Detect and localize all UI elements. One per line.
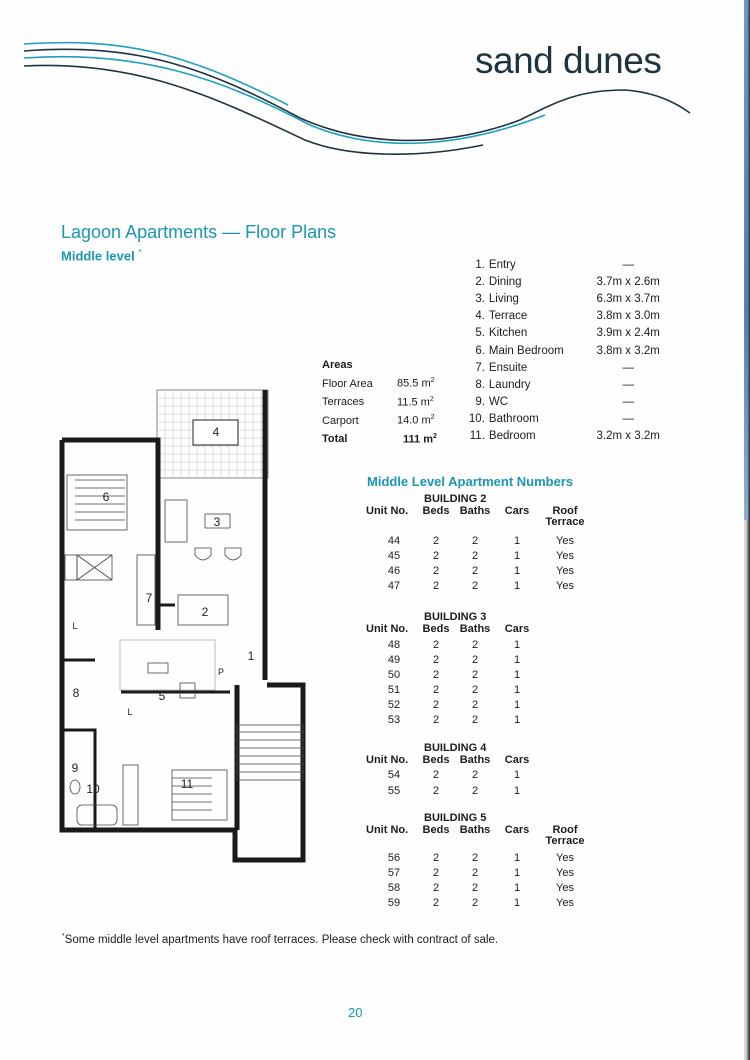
room-name: Ensuite bbox=[488, 361, 528, 374]
baths: 2 bbox=[471, 684, 479, 697]
beds: 2 bbox=[432, 564, 440, 577]
building-table bbox=[366, 742, 596, 798]
unit-number: 50 bbox=[387, 669, 401, 682]
col-unit: Unit No. bbox=[366, 753, 409, 766]
baths: 2 bbox=[471, 638, 479, 651]
building-name: BUILDING 2 bbox=[424, 493, 487, 505]
roof-terrace: Yes bbox=[556, 534, 574, 547]
roof-terrace: Yes bbox=[556, 851, 574, 864]
table-row bbox=[366, 652, 596, 667]
area-value bbox=[397, 377, 457, 390]
plan-label-l2: L bbox=[127, 707, 133, 717]
table-row bbox=[366, 637, 596, 652]
beds: 2 bbox=[432, 866, 440, 879]
room-dimensions: — bbox=[622, 378, 634, 391]
area-label: Carport bbox=[322, 414, 359, 427]
area-label: Terraces bbox=[322, 396, 365, 409]
baths: 2 bbox=[471, 866, 479, 879]
plan-label-11: 11 bbox=[180, 777, 194, 791]
room-row bbox=[466, 342, 666, 359]
table-row bbox=[366, 768, 596, 783]
baths: 2 bbox=[471, 699, 479, 712]
col-cars: Cars bbox=[504, 824, 530, 837]
baths: 2 bbox=[471, 669, 479, 682]
col-unit: Unit No. bbox=[366, 824, 409, 837]
col-cars: Cars bbox=[504, 623, 530, 636]
room-legend bbox=[466, 256, 666, 445]
beds: 2 bbox=[432, 769, 440, 782]
beds: 2 bbox=[432, 851, 440, 864]
col-terrace: Terrace bbox=[545, 835, 585, 848]
table-row bbox=[366, 548, 596, 563]
cars: 1 bbox=[513, 579, 521, 592]
building-table bbox=[366, 493, 596, 593]
plan-label-3: 3 bbox=[213, 515, 221, 529]
room-row bbox=[466, 308, 666, 325]
baths: 2 bbox=[471, 881, 479, 894]
room-number: 7. bbox=[475, 361, 485, 374]
unit-number: 49 bbox=[387, 654, 401, 667]
beds: 2 bbox=[432, 638, 440, 651]
room-name: Dining bbox=[488, 275, 522, 288]
room-name: WC bbox=[488, 396, 509, 409]
room-number: 1. bbox=[475, 258, 485, 271]
col-baths: Baths bbox=[459, 623, 491, 636]
unit-number: 46 bbox=[387, 564, 401, 577]
room-row bbox=[466, 256, 666, 273]
page-number: 20 bbox=[348, 1005, 363, 1020]
room-row bbox=[466, 325, 666, 342]
room-row bbox=[466, 428, 666, 445]
baths: 2 bbox=[471, 534, 479, 547]
room-number: 10. bbox=[468, 413, 485, 426]
room-row bbox=[466, 359, 666, 376]
table-row bbox=[366, 850, 596, 865]
col-roof-terrace bbox=[534, 506, 596, 528]
unit-number: 54 bbox=[387, 769, 401, 782]
area-unit-sup: 2 bbox=[430, 377, 435, 385]
col-unit: Unit No. bbox=[366, 505, 409, 517]
plan-label-2: 2 bbox=[201, 605, 209, 619]
room-name: Bathroom bbox=[488, 413, 539, 426]
col-terrace: Terrace bbox=[545, 516, 585, 528]
plan-label-10: 10 bbox=[86, 782, 100, 796]
baths: 2 bbox=[471, 579, 479, 592]
floor-plan-diagram bbox=[55, 380, 315, 865]
room-number: 11. bbox=[469, 430, 485, 443]
baths: 2 bbox=[471, 769, 479, 782]
beds: 2 bbox=[432, 699, 440, 712]
cars: 1 bbox=[513, 881, 521, 894]
col-baths: Baths bbox=[459, 753, 491, 766]
beds: 2 bbox=[432, 896, 440, 909]
table-header bbox=[366, 506, 596, 528]
room-name: Living bbox=[488, 292, 519, 305]
room-row bbox=[466, 394, 666, 411]
room-row bbox=[466, 290, 666, 307]
table-row bbox=[366, 783, 596, 798]
footnote-marker: * bbox=[62, 933, 65, 940]
apartment-numbers-section bbox=[366, 474, 596, 911]
table-row bbox=[366, 713, 596, 728]
room-number: 2. bbox=[475, 275, 485, 288]
area-number: 11.5 m bbox=[397, 396, 430, 409]
col-beds: Beds bbox=[422, 753, 450, 766]
cars: 1 bbox=[513, 769, 521, 782]
area-label: Floor Area bbox=[322, 377, 373, 390]
room-dimensions: 3.9m x 2.4m bbox=[596, 327, 660, 340]
room-dimensions: 3.8m x 3.2m bbox=[596, 344, 660, 357]
room-dimensions: 3.8m x 3.0m bbox=[596, 310, 660, 323]
plan-label-8: 8 bbox=[72, 686, 80, 700]
area-number: 14.0 m bbox=[397, 415, 431, 428]
col-baths: Baths bbox=[459, 505, 491, 517]
roof-terrace: Yes bbox=[556, 549, 574, 562]
col-beds: Beds bbox=[422, 505, 450, 517]
room-number: 4. bbox=[475, 310, 485, 323]
table-row bbox=[366, 578, 596, 593]
unit-number: 48 bbox=[387, 638, 401, 651]
unit-number: 45 bbox=[387, 549, 401, 562]
wave-logo-graphic bbox=[0, 0, 700, 170]
area-unit-sup: 2 bbox=[432, 432, 437, 440]
room-row bbox=[466, 411, 666, 428]
area-row bbox=[322, 393, 463, 412]
room-number: 8. bbox=[475, 378, 485, 391]
area-unit-sup: 2 bbox=[429, 395, 434, 403]
building-table bbox=[366, 611, 596, 728]
area-row-total bbox=[322, 430, 463, 449]
building-name: BUILDING 4 bbox=[424, 741, 487, 754]
baths: 2 bbox=[471, 549, 479, 562]
table-row bbox=[366, 880, 596, 895]
table-row bbox=[366, 668, 596, 683]
beds: 2 bbox=[432, 684, 440, 697]
table-row bbox=[366, 698, 596, 713]
baths: 2 bbox=[471, 564, 479, 577]
col-roof-terrace bbox=[534, 825, 596, 847]
unit-number: 58 bbox=[387, 881, 401, 894]
cars: 1 bbox=[513, 784, 521, 797]
col-cars: Cars bbox=[504, 753, 530, 766]
unit-number: 53 bbox=[387, 714, 401, 727]
col-beds: Beds bbox=[422, 623, 450, 636]
beds: 2 bbox=[432, 549, 440, 562]
table-header bbox=[366, 755, 596, 766]
plan-label-6: 6 bbox=[102, 490, 110, 504]
footnote-text: Some middle level apartments have roof terraces. Please check with contract of sale. bbox=[64, 933, 499, 946]
room-dimensions: 3.7m x 2.6m bbox=[596, 275, 660, 288]
cars: 1 bbox=[513, 684, 521, 697]
unit-number: 59 bbox=[387, 896, 401, 909]
cars: 1 bbox=[513, 866, 521, 879]
beds: 2 bbox=[432, 714, 440, 727]
cars: 1 bbox=[513, 534, 521, 547]
cars: 1 bbox=[513, 564, 521, 577]
roof-terrace: Yes bbox=[556, 866, 574, 879]
room-dimensions: — bbox=[622, 258, 634, 271]
building-table bbox=[366, 812, 596, 910]
beds: 2 bbox=[432, 784, 440, 797]
baths: 2 bbox=[471, 896, 479, 909]
area-row bbox=[322, 375, 463, 394]
cars: 1 bbox=[513, 851, 521, 864]
section-subtitle bbox=[61, 248, 141, 263]
building-name: BUILDING 5 bbox=[424, 812, 487, 825]
plan-label-l: L bbox=[72, 621, 78, 631]
roof-terrace: Yes bbox=[556, 881, 574, 894]
area-value bbox=[397, 433, 463, 446]
room-number: 9. bbox=[475, 396, 485, 409]
cars: 1 bbox=[513, 896, 521, 909]
roof-terrace: Yes bbox=[556, 564, 574, 577]
area-number: 85.5 m bbox=[397, 378, 431, 391]
plan-label-9: 9 bbox=[71, 761, 79, 775]
roof-terrace: Yes bbox=[556, 579, 574, 592]
room-dimensions: — bbox=[622, 361, 634, 374]
table-row bbox=[366, 895, 596, 910]
unit-number: 47 bbox=[387, 579, 401, 592]
area-value bbox=[397, 414, 457, 427]
cars: 1 bbox=[513, 638, 521, 651]
areas-heading: Areas bbox=[322, 359, 353, 372]
beds: 2 bbox=[432, 654, 440, 667]
table-header bbox=[366, 624, 596, 635]
room-number: 3. bbox=[475, 292, 485, 305]
area-value bbox=[397, 396, 457, 409]
room-name: Kitchen bbox=[488, 327, 528, 340]
col-roof: Roof bbox=[552, 824, 578, 837]
room-row bbox=[466, 273, 666, 290]
baths: 2 bbox=[471, 784, 479, 797]
col-beds: Beds bbox=[422, 824, 450, 837]
cars: 1 bbox=[513, 654, 521, 667]
col-unit: Unit No. bbox=[366, 623, 409, 636]
table-row bbox=[366, 865, 596, 880]
baths: 2 bbox=[471, 714, 479, 727]
plan-label-1: 1 bbox=[247, 649, 255, 663]
table-header bbox=[366, 825, 596, 847]
beds: 2 bbox=[432, 534, 440, 547]
room-name: Entry bbox=[488, 258, 516, 271]
unit-number: 44 bbox=[387, 534, 401, 547]
areas-table bbox=[322, 356, 463, 449]
area-number: 111 m bbox=[403, 433, 433, 446]
table-row bbox=[366, 683, 596, 698]
building-name: BUILDING 3 bbox=[424, 611, 487, 624]
room-dimensions: 3.2m x 3.2m bbox=[596, 430, 660, 443]
baths: 2 bbox=[471, 851, 479, 864]
page-edge-cover bbox=[744, 0, 748, 520]
room-dimensions: — bbox=[622, 413, 634, 426]
area-label: Total bbox=[322, 433, 348, 446]
room-row bbox=[466, 376, 666, 393]
unit-number: 52 bbox=[387, 699, 401, 712]
unit-number: 56 bbox=[387, 851, 401, 864]
room-dimensions: 6.3m x 3.7m bbox=[596, 292, 660, 305]
cars: 1 bbox=[513, 669, 521, 682]
col-baths: Baths bbox=[459, 824, 491, 837]
cars: 1 bbox=[513, 549, 521, 562]
beds: 2 bbox=[432, 579, 440, 592]
cars: 1 bbox=[513, 699, 521, 712]
unit-number: 51 bbox=[387, 684, 401, 697]
plan-label-7: 7 bbox=[145, 591, 153, 605]
footnote bbox=[62, 933, 498, 946]
room-dimensions: — bbox=[622, 396, 634, 409]
table-row bbox=[366, 533, 596, 548]
room-name: Main Bedroom bbox=[488, 344, 564, 357]
room-number: 5. bbox=[475, 327, 485, 340]
area-unit-sup: 2 bbox=[430, 414, 435, 422]
col-roof: Roof bbox=[552, 505, 578, 517]
baths: 2 bbox=[471, 654, 479, 667]
subtitle-text: Middle level bbox=[61, 248, 135, 264]
unit-number: 57 bbox=[387, 866, 401, 879]
table-row bbox=[366, 563, 596, 578]
cars: 1 bbox=[513, 714, 521, 727]
room-name: Laundry bbox=[488, 378, 531, 391]
plan-label-p: P bbox=[217, 667, 225, 677]
area-row bbox=[322, 412, 463, 431]
plan-label-4: 4 bbox=[212, 425, 220, 439]
page-title: Lagoon Apartments — Floor Plans bbox=[61, 222, 337, 242]
beds: 2 bbox=[432, 881, 440, 894]
room-number: 6. bbox=[475, 344, 485, 357]
unit-number: 55 bbox=[387, 784, 401, 797]
plan-label-5: 5 bbox=[158, 689, 166, 703]
col-cars: Cars bbox=[504, 505, 530, 517]
apartment-numbers-title: Middle Level Apartment Numbers bbox=[367, 474, 574, 489]
footnote-marker: * bbox=[138, 248, 142, 257]
room-name: Terrace bbox=[488, 310, 528, 323]
brand-logo-text: sand dunes bbox=[475, 40, 662, 81]
roof-terrace: Yes bbox=[556, 896, 574, 909]
beds: 2 bbox=[432, 669, 440, 682]
room-name: Bedroom bbox=[488, 430, 536, 443]
